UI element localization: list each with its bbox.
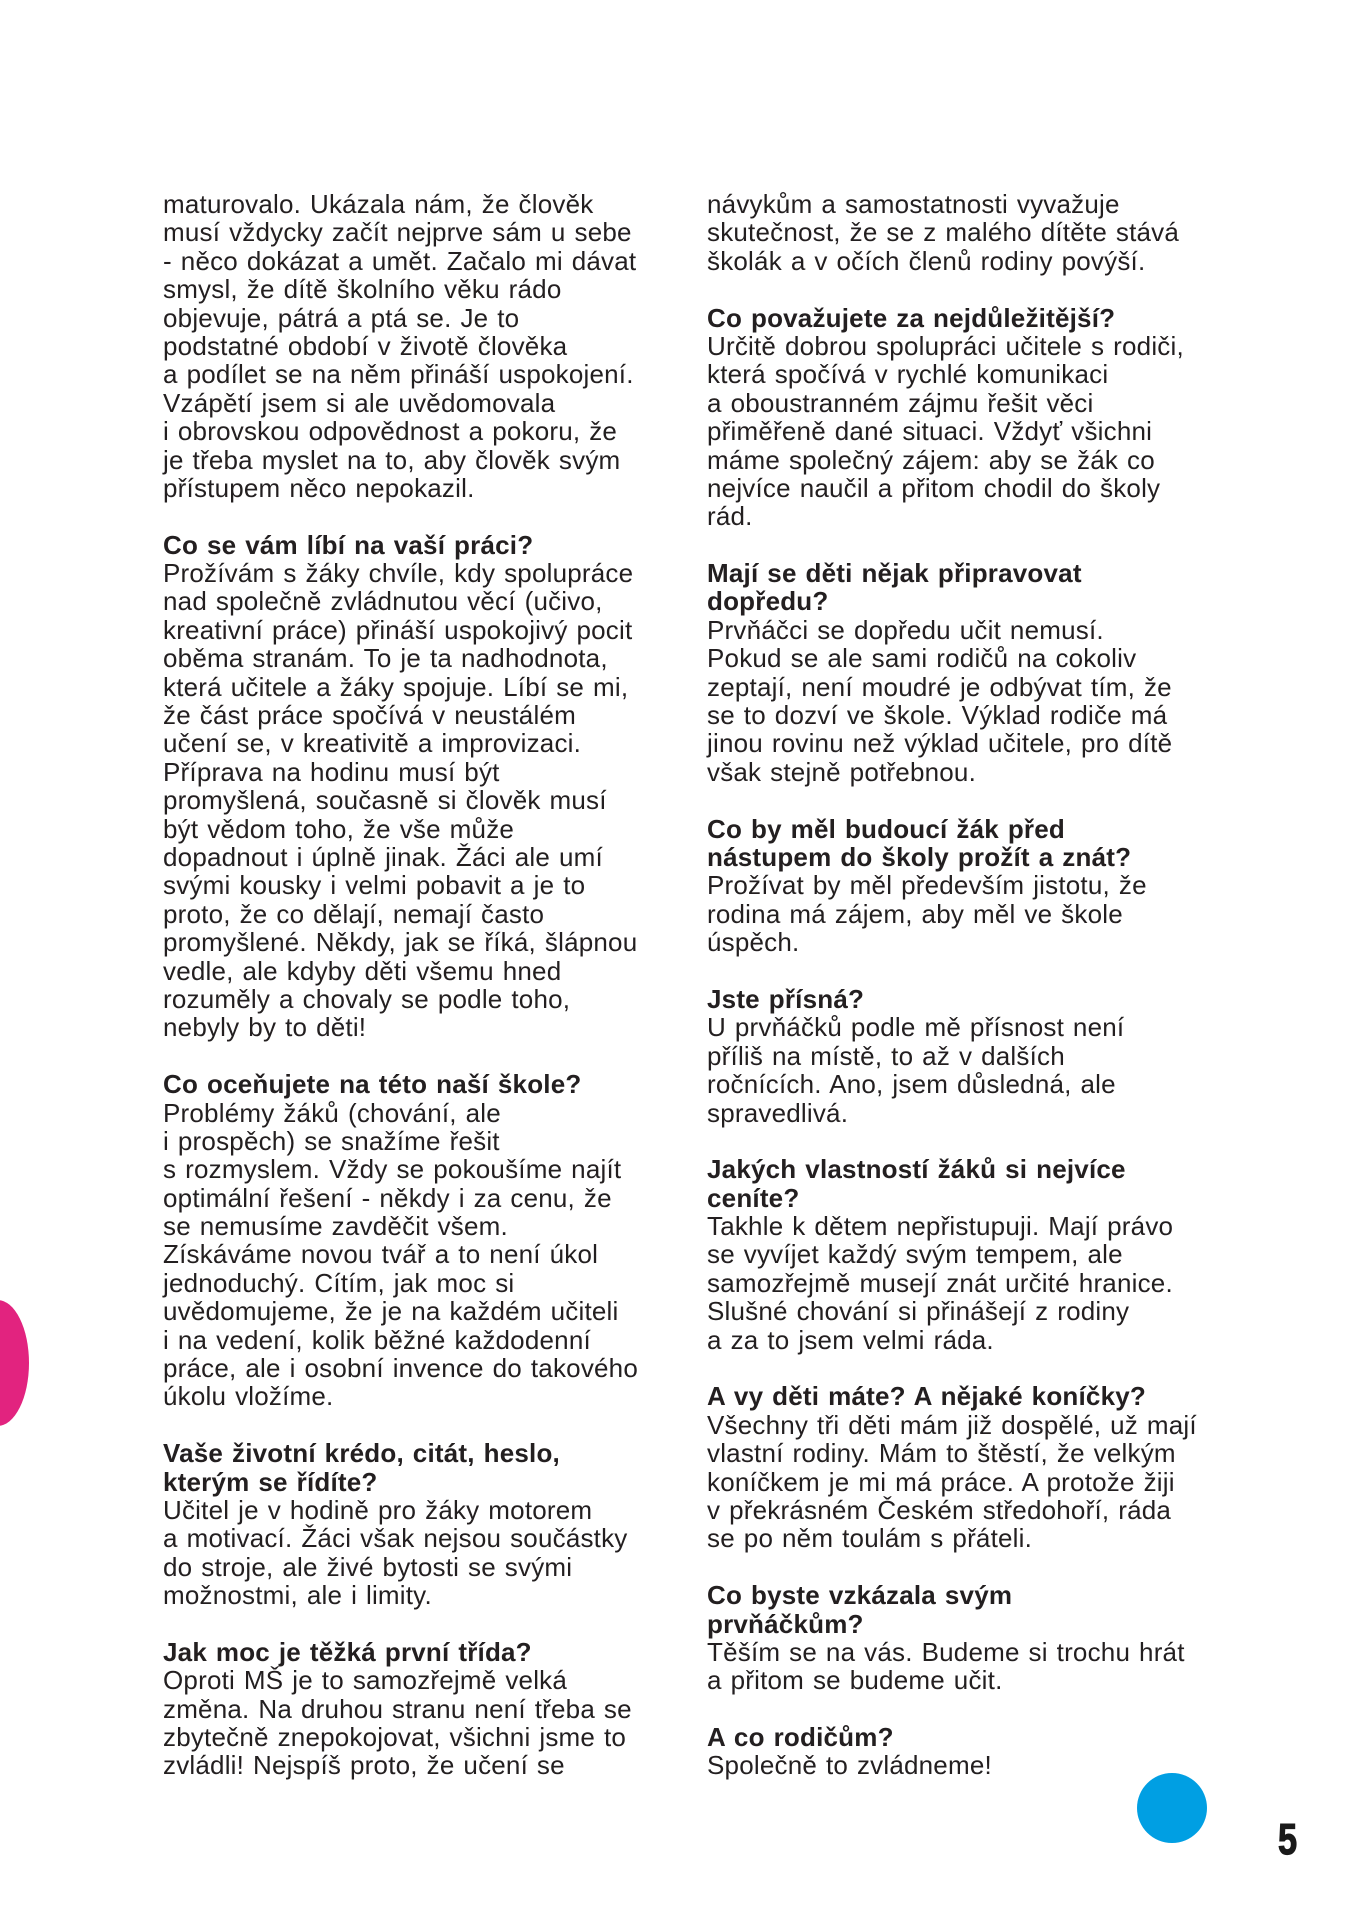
- body-line: skutečnost, že se z malého dítěte stává: [707, 217, 1180, 248]
- body-line: jinou rovinu než výklad učitele, pro dítě: [707, 728, 1173, 759]
- body-line: a přitom se budeme učit.: [707, 1665, 1003, 1696]
- body-line: se vyvíjet každý svým tempem, ale: [707, 1239, 1123, 1270]
- body-line: podstatné období v životě člověka: [163, 330, 568, 361]
- body-line: Prožívat by měl především jistotu, že: [707, 870, 1147, 901]
- body-line: Slušné chování si přinášejí z rodiny: [707, 1296, 1130, 1327]
- answer-text: [707, 1013, 1227, 1127]
- blue-circle-decoration: [1137, 1773, 1207, 1843]
- answer-text: [707, 1751, 1227, 1779]
- heading-line: Vaše životní krédo, citát, heslo,: [163, 1438, 560, 1469]
- body-line: smysl, že dítě školního věku rádo: [163, 274, 562, 305]
- body-line: objevuje, pátrá a ptá se. Je to: [163, 302, 520, 333]
- body-line: dopadnout i úplně jinak. Žáci ale umí: [163, 841, 603, 872]
- body-line: se to dozví ve škole. Výklad rodiče má: [707, 700, 1168, 731]
- qa-section: [163, 531, 683, 1042]
- qa-section: [707, 1723, 1227, 1780]
- body-line: samozřejmě musejí znát určité hranice.: [707, 1267, 1173, 1298]
- qa-section: [707, 815, 1227, 957]
- answer-text: [163, 1496, 683, 1610]
- body-line: U prvňáčků podle mě přísnost není: [707, 1012, 1125, 1043]
- qa-section: [707, 1581, 1227, 1695]
- body-line: školák a v očích členů rodiny povýší.: [707, 245, 1146, 276]
- heading-line: dopředu?: [707, 586, 829, 617]
- qa-section: [163, 1638, 683, 1780]
- qa-section: [707, 559, 1227, 786]
- body-line: se nemusíme zavděčit všem.: [163, 1211, 508, 1242]
- answer-text: [163, 190, 683, 502]
- body-line: která učitele a žáky spojuje. Líbí se mi,: [163, 671, 629, 702]
- body-line: oběma stranám. To je ta nadhodnota,: [163, 643, 608, 674]
- body-line: spravedlivá.: [707, 1097, 849, 1128]
- answer-text: [707, 1638, 1227, 1695]
- body-line: návykům a samostatnosti vyvažuje: [707, 189, 1120, 219]
- body-line: přiměřeně dané situaci. Vždyť všichni: [707, 416, 1153, 447]
- answer-text: [163, 559, 683, 1042]
- body-line: Příprava na hodinu musí být: [163, 756, 500, 787]
- body-line: v překrásném Českém středohoří, ráda: [707, 1494, 1172, 1525]
- body-line: svými kousky i velmi pobavit a je to: [163, 870, 586, 901]
- qa-section: [163, 1439, 683, 1609]
- heading-line: A co rodičům?: [707, 1722, 894, 1753]
- page-number: 5: [1278, 1815, 1298, 1864]
- body-line: práce, ale i osobní invence do takového: [163, 1353, 638, 1384]
- heading-line: Co se vám líbí na vaší práci?: [163, 529, 534, 560]
- question-heading: [707, 1581, 1227, 1638]
- body-line: však stejně potřebnou.: [707, 756, 977, 787]
- body-line: kreativní práce) přináší uspokojivý pocit: [163, 614, 633, 645]
- body-line: rozuměly a chovaly se podle toho,: [163, 983, 571, 1014]
- left-column: [163, 190, 683, 1780]
- body-line: vedle, ale kdyby děti všemu hned: [163, 955, 562, 986]
- question-heading: [163, 1070, 683, 1098]
- body-line: Těším se na vás. Budeme si trochu hrát: [707, 1636, 1185, 1667]
- body-line: Problémy žáků (chování, ale: [163, 1097, 501, 1128]
- answer-text: [163, 1666, 683, 1780]
- heading-line: prvňáčkům?: [707, 1608, 864, 1639]
- body-line: přístupem něco nepokazil.: [163, 472, 475, 503]
- body-line: i obrovskou odpovědnost a pokoru, že: [163, 416, 618, 447]
- body-line: do stroje, ale živé bytosti se svými: [163, 1551, 573, 1582]
- body-line: být vědom toho, že vše může: [163, 813, 515, 844]
- question-heading: [707, 559, 1227, 616]
- body-line: zbytečně znepokojovat, všichni jsme to: [163, 1722, 627, 1753]
- body-line: Společně to zvládneme!: [707, 1750, 992, 1781]
- body-line: a podílet se na něm přináší uspokojení.: [163, 359, 634, 390]
- body-line: maturovalo. Ukázala nám, že člověk: [163, 189, 594, 219]
- answer-text: [707, 1212, 1227, 1354]
- question-heading: [707, 815, 1227, 872]
- heading-line: ceníte?: [707, 1182, 800, 1213]
- body-line: rodina má zájem, aby měl ve škole: [707, 898, 1123, 929]
- body-line: i prospěch) se snažíme řešit: [163, 1125, 500, 1156]
- body-line: učení se, v kreativitě a improvizaci.: [163, 728, 582, 759]
- answer-text: [707, 871, 1227, 956]
- body-line: optimální řešení - někdy i za cenu, že: [163, 1182, 612, 1213]
- continued-paragraph: [163, 190, 683, 502]
- body-line: Určitě dobrou spolupráci učitele s rodiči,: [707, 330, 1184, 361]
- body-line: nad společně zvládnutou věcí (učivo,: [163, 586, 603, 617]
- answer-text: [163, 1099, 683, 1411]
- heading-line: Co oceňujete na této naší škole?: [163, 1069, 582, 1100]
- body-line: která spočívá v rychlé komunikaci: [707, 359, 1109, 390]
- body-line: rád.: [707, 501, 753, 532]
- body-line: Oproti MŠ je to samozřejmě velká: [163, 1665, 568, 1696]
- heading-line: Jakých vlastností žáků si nejvíce: [707, 1154, 1126, 1185]
- body-line: ročnících. Ano, jsem důsledná, ale: [707, 1069, 1116, 1100]
- question-heading: [707, 304, 1227, 332]
- body-line: koníčkem je mi má práce. A protože žiji: [707, 1466, 1175, 1497]
- heading-line: kterým se řídíte?: [163, 1466, 378, 1497]
- body-line: Získáváme novou tvář a to není úkol: [163, 1239, 599, 1270]
- answer-text: [707, 190, 1227, 275]
- body-line: příliš na místě, to až v dalších: [707, 1040, 1065, 1071]
- body-line: a za to jsem velmi ráda.: [707, 1324, 994, 1355]
- question-heading: [163, 531, 683, 559]
- heading-line: Jak moc je těžká první třída?: [163, 1636, 532, 1667]
- qa-section: [707, 1155, 1227, 1354]
- question-heading: [163, 1638, 683, 1666]
- question-heading: [707, 1723, 1227, 1751]
- body-line: s rozmyslem. Vždy se pokoušíme najít: [163, 1154, 622, 1185]
- qa-section: [707, 1382, 1227, 1552]
- right-column: [707, 190, 1227, 1780]
- heading-line: Co byste vzkázala svým: [707, 1580, 1013, 1611]
- question-heading: [707, 985, 1227, 1013]
- qa-section: [707, 304, 1227, 531]
- body-line: promyšlená, současně si člověk musí: [163, 785, 607, 816]
- body-line: Vzápětí jsem si ale uvědomovala: [163, 387, 556, 418]
- body-line: musí vždycky začít nejprve sám u sebe: [163, 217, 632, 248]
- body-line: možnostmi, ale i limity.: [163, 1580, 432, 1611]
- heading-line: Mají se děti nějak připravovat: [707, 558, 1082, 589]
- qa-section: [163, 1070, 683, 1411]
- continued-paragraph: [707, 190, 1227, 275]
- body-line: Všechny tři děti mám již dospělé, už mají: [707, 1409, 1197, 1440]
- question-heading: [163, 1439, 683, 1496]
- heading-line: nástupem do školy prožít a znát?: [707, 841, 1132, 872]
- body-line: zeptají, není moudré je odbývat tím, že: [707, 671, 1172, 702]
- heading-line: Co považujete za nejdůležitější?: [707, 302, 1116, 333]
- body-line: a motivací. Žáci však nejsou součástky: [163, 1523, 628, 1554]
- body-line: vlastní rodiny. Mám to štěstí, že velkým: [707, 1438, 1176, 1469]
- body-line: jednoduchý. Cítím, jak moc si: [163, 1267, 515, 1298]
- body-line: promyšlené. Někdy, jak se říká, šlápnou: [163, 927, 638, 958]
- question-heading: [707, 1382, 1227, 1410]
- body-line: Učitel je v hodině pro žáky motorem: [163, 1494, 593, 1525]
- body-line: nebyly by to děti!: [163, 1012, 367, 1043]
- body-line: Pokud se ale sami rodičů na cokoliv: [707, 643, 1137, 674]
- qa-section: [707, 985, 1227, 1127]
- body-line: změna. Na druhou stranu není třeba se: [163, 1693, 632, 1724]
- body-line: že část práce spočívá v neustálém: [163, 700, 576, 731]
- body-line: Takhle k dětem nepřistupuji. Mají právo: [707, 1211, 1174, 1242]
- body-line: Prožívám s žáky chvíle, kdy spolupráce: [163, 558, 634, 589]
- body-line: - něco dokázat a umět. Začalo mi dávat: [163, 245, 637, 276]
- body-line: a oboustranném zájmu řešit věci: [707, 387, 1094, 418]
- question-heading: [707, 1155, 1227, 1212]
- heading-line: Jste přísná?: [707, 983, 865, 1014]
- body-line: se po něm toulám s přáteli.: [707, 1523, 1033, 1554]
- body-line: úkolu vložíme.: [163, 1381, 334, 1412]
- body-line: zvládli! Nejspíš proto, že učení se: [163, 1750, 565, 1781]
- answer-text: [707, 332, 1227, 531]
- body-line: uvědomujeme, že je na každém učiteli: [163, 1296, 619, 1327]
- answer-text: [707, 1411, 1227, 1553]
- pink-circle-decoration: [0, 1300, 29, 1426]
- body-line: úspěch.: [707, 927, 800, 958]
- heading-line: A vy děti máte? A nějaké koníčky?: [707, 1381, 1146, 1412]
- body-line: i na vedení, kolik běžné každodenní: [163, 1324, 591, 1355]
- body-line: nejvíce naučil a přitom chodil do školy: [707, 472, 1161, 503]
- body-line: je třeba myslet na to, aby člověk svým: [163, 444, 621, 475]
- body-line: proto, že co dělají, nemají často: [163, 898, 545, 929]
- answer-text: [707, 616, 1227, 786]
- body-line: máme společný zájem: aby se žák co: [707, 444, 1155, 475]
- heading-line: Co by měl budoucí žák před: [707, 813, 1065, 844]
- body-line: Prvňáčci se dopředu učit nemusí.: [707, 614, 1104, 645]
